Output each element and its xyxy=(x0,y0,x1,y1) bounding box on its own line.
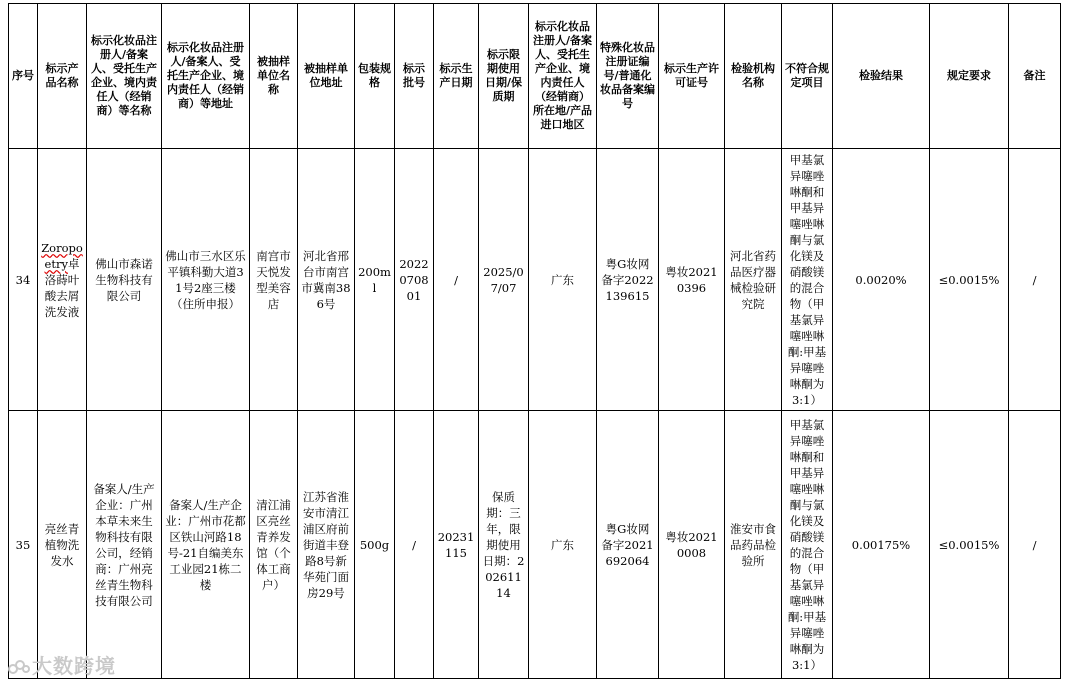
cell-no: 35 xyxy=(9,411,38,679)
cell-nonconforming-item: 甲基氯异噻唑啉酮和甲基异噻唑啉酮与氯化镁及硝酸镁的混合物（甲基氯异噻唑啉酮:甲基异噻唑啉酮为3:1） xyxy=(782,149,833,411)
cell-spec: 200ml xyxy=(355,149,395,411)
cell-sampled-address: 江苏省淮安市清江浦区府前街道丰登路8号新华苑门面房29号 xyxy=(298,411,355,679)
product-brand: Zoropoetry xyxy=(41,240,83,271)
header-cell: 序号 xyxy=(9,4,38,149)
cell-company: 佛山市森诺生物科技有限公司 xyxy=(87,149,162,411)
product-name-rest: 卓洛蒔叶酸去屑洗发液 xyxy=(44,256,80,319)
header-cell: 标示生产日期 xyxy=(434,4,479,149)
cell-production-date: / xyxy=(434,149,479,411)
cell-no: 34 xyxy=(9,149,38,411)
header-cell: 标示产品名称 xyxy=(38,4,87,149)
cell-spec: 500g xyxy=(355,411,395,679)
header-cell: 检验机构名称 xyxy=(725,4,782,149)
cell-product-name: 亮丝青植物洗发水 xyxy=(38,411,87,679)
cell-batch: / xyxy=(395,411,434,679)
cell-expiry: 2025/07/07 xyxy=(479,149,529,411)
cell-batch: 2022070801 xyxy=(395,149,434,411)
header-cell: 检验结果 xyxy=(833,4,930,149)
header-cell: 被抽样单位名称 xyxy=(250,4,298,149)
cell-license-no: 粤妆20210008 xyxy=(659,411,725,679)
watermark xyxy=(8,650,116,679)
cell-requirement: ≤0.0015% xyxy=(930,411,1009,679)
header-cell: 不符合规定项目 xyxy=(782,4,833,149)
table-row xyxy=(9,149,1061,411)
header-cell: 规定要求 xyxy=(930,4,1009,149)
cell-product-name xyxy=(38,149,87,411)
cell-company-address: 备案人/生产企业：广州市花都区铁山河路18号-21自编美东工业园21栋二楼 xyxy=(162,411,250,679)
cell-nonconforming-item: 甲基氯异噻唑啉酮和甲基异噻唑啉酮与氯化镁及硝酸镁的混合物（甲基氯异噻唑啉酮:甲基异噻唑啉酮为3:1） xyxy=(782,411,833,679)
cell-license-no: 粤妆20210396 xyxy=(659,149,725,411)
watermark-logo-icon xyxy=(8,658,30,676)
header-cell: 标示生产许可证号 xyxy=(659,4,725,149)
cell-inspection-org: 淮安市食品药品检验所 xyxy=(725,411,782,679)
header-cell: 标示限期使用日期/保质期 xyxy=(479,4,529,149)
header-cell: 标示化妆品注册人/备案人、受托生产企业、境内责任人（经销商）等名称 xyxy=(87,4,162,149)
cell-remark: / xyxy=(1009,149,1061,411)
cell-remark: / xyxy=(1009,411,1061,679)
cell-expiry: 保质期：三年，限期使用日期：20261114 xyxy=(479,411,529,679)
cell-registration-no: 粤G妆网备字2021692064 xyxy=(597,411,659,679)
cell-region: 广东 xyxy=(529,149,597,411)
header-cell: 备注 xyxy=(1009,4,1061,149)
header-cell: 标示批号 xyxy=(395,4,434,149)
cell-region: 广东 xyxy=(529,411,597,679)
cell-result: 0.00175% xyxy=(833,411,930,679)
cell-inspection-org: 河北省药品医疗器械检验研究院 xyxy=(725,149,782,411)
cell-production-date: 20231115 xyxy=(434,411,479,679)
header-cell: 标示化妆品注册人/备案人、受托生产企业、境内责任人（经销商）等地址 xyxy=(162,4,250,149)
cell-registration-no: 粤G妆网备字2022139615 xyxy=(597,149,659,411)
cell-requirement: ≤0.0015% xyxy=(930,149,1009,411)
cell-result: 0.0020% xyxy=(833,149,930,411)
inspection-table xyxy=(8,3,1061,679)
cell-sampled-address: 河北省邢台市南宫市冀南386号 xyxy=(298,149,355,411)
cell-company-address: 佛山市三水区乐平镇科勤大道31号2座三楼（住所申报） xyxy=(162,149,250,411)
cell-company: 备案人/生产企业：广州本草未来生物科技有限公司，经销商：广州亮丝青生物科技有限公司 xyxy=(87,411,162,679)
header-cell: 特殊化妆品注册证编号/普通化妆品备案编号 xyxy=(597,4,659,149)
header-cell: 包装规格 xyxy=(355,4,395,149)
cell-sampled-unit: 清江浦区亮丝青养发馆（个体工商户） xyxy=(250,411,298,679)
cell-sampled-unit: 南宫市天悦发型美容店 xyxy=(250,149,298,411)
table-row xyxy=(9,411,1061,679)
header-cell: 标示化妆品注册人/备案人、受托生产企业、境内责任人（经销商）所在地/产品进口地区 xyxy=(529,4,597,149)
header-cell: 被抽样单位地址 xyxy=(298,4,355,149)
watermark-text: 大数跨境 xyxy=(32,654,116,678)
header-row xyxy=(9,4,1061,149)
